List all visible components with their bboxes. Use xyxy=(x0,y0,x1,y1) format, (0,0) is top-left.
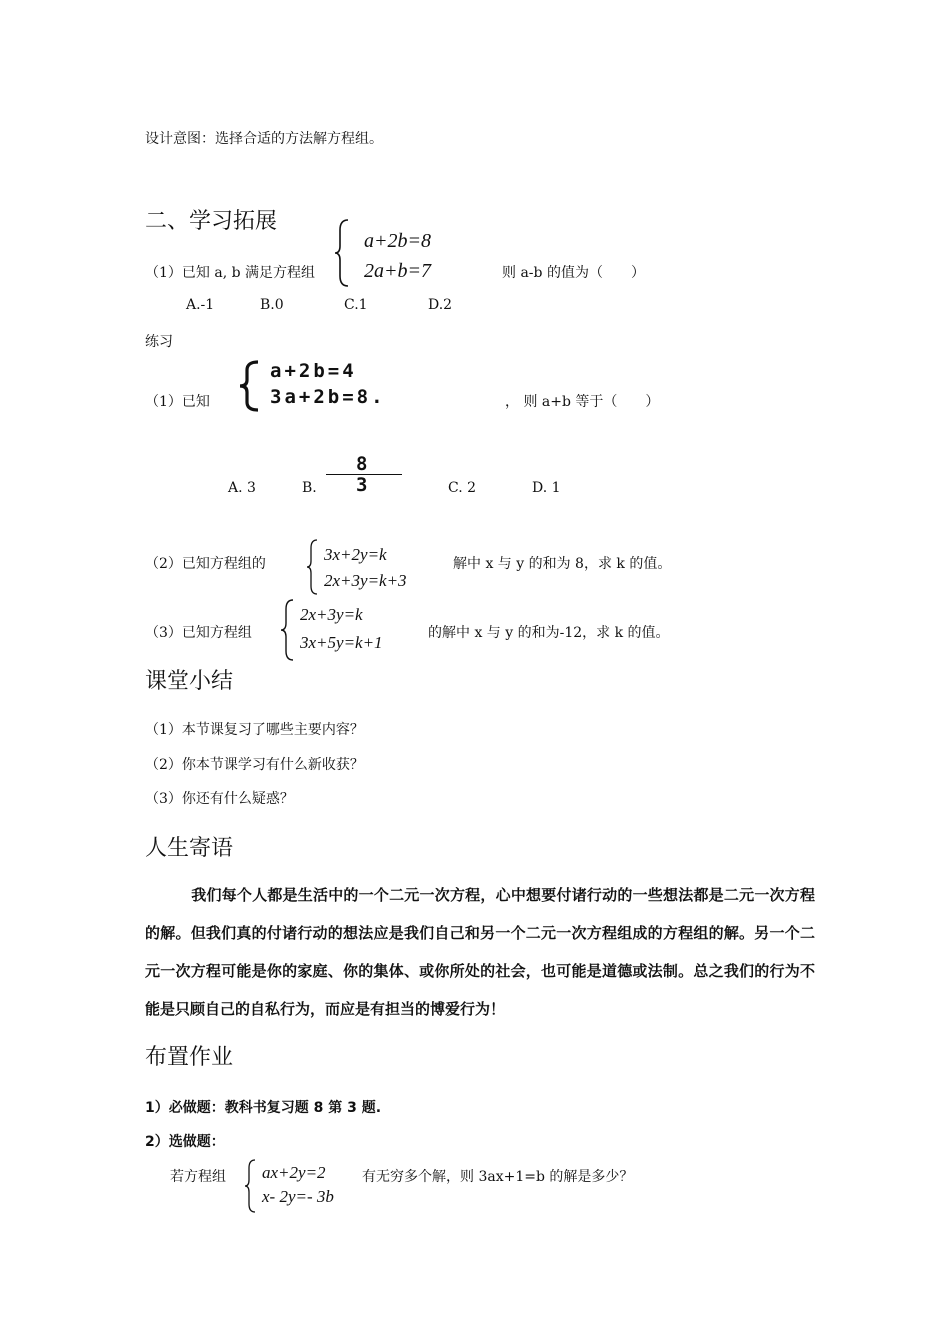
brace-icon xyxy=(238,360,262,412)
practice-q3-eq1: 2x+3y=k xyxy=(300,605,363,624)
brace-icon xyxy=(306,538,320,596)
brace-icon xyxy=(244,1158,258,1214)
section-heading-summary: 课堂小结 xyxy=(145,669,234,694)
practice-q1-eq1: a+2b=4 xyxy=(270,360,357,382)
homework-optional: 2）选做题： xyxy=(145,1134,225,1150)
practice-q1-suffix: ， 则 a+b 等于（ ） xyxy=(505,394,660,410)
practice-q3-eq2: 3x+5y=k+1 xyxy=(300,633,383,652)
practice-q1-option-b-fraction xyxy=(326,455,402,495)
homework-q-prefix: 若方程组 xyxy=(170,1169,226,1185)
practice-q1-eq2: 3a+2b=8. xyxy=(270,386,386,408)
homework-q-eq2: x- 2y=- 3b xyxy=(262,1187,334,1206)
design-intent: 设计意图：选择合适的方法解方程组。 xyxy=(145,131,383,147)
practice-q1-option-a: A. 3 xyxy=(228,480,256,496)
expand-q1-suffix: 则 a-b 的值为（ ） xyxy=(502,265,645,281)
practice-q2-suffix: 解中 x 与 y 的和为 8，求 k 的值。 xyxy=(453,556,672,572)
motto-paragraph xyxy=(145,876,815,1028)
summary-item: （1）本节课复习了哪些主要内容？ xyxy=(145,722,364,738)
expand-q1-prefix: （1）已知 a, b 满足方程组 xyxy=(145,265,316,281)
practice-q2-prefix: （2）已知方程组的 xyxy=(145,556,266,572)
fraction-denominator: 3 xyxy=(356,474,371,496)
homework-q-eq1: ax+2y=2 xyxy=(262,1163,326,1182)
expand-q1-option-d: D.2 xyxy=(428,297,453,313)
homework-q-suffix: 有无穷多个解，则 3ax+1=b 的解是多少？ xyxy=(362,1169,634,1185)
summary-item: （2）你本节课学习有什么新收获？ xyxy=(145,757,364,773)
expand-q1-eq2: 2a+b=7 xyxy=(364,260,431,282)
section-heading-expand: 二、学习拓展 xyxy=(145,209,278,234)
summary-item: （3）你还有什么疑惑？ xyxy=(145,791,294,807)
expand-q1-option-a: A.-1 xyxy=(186,297,215,313)
practice-q2-eq2: 2x+3y=k+3 xyxy=(324,571,407,590)
motto-text: 我们每个人都是生活中的一个二元一次方程，心中想要付诸行动的一些想法都是二元一次方程的解。但我们真的付诸行动的想法应是我们自己和另一个二元一次方程组成的方程组的解。另一个二元一次方程可能是你的家庭、你的集体、或你所处的社会，也可能是道德或法制。总之我们的行为不能是只顾自己的自私行为，而应是有担当的博爱行为！ xyxy=(145,886,815,1018)
practice-label: 练习 xyxy=(145,334,173,350)
section-heading-motto: 人生寄语 xyxy=(145,836,234,861)
expand-q1-eq1: a+2b=8 xyxy=(364,230,431,252)
practice-q1-prefix: （1）已知 xyxy=(145,394,210,410)
practice-q1-option-b: B. xyxy=(302,480,317,496)
practice-q3-suffix: 的解中 x 与 y 的和为-12，求 k 的值。 xyxy=(428,625,670,641)
expand-q1-option-b: B.0 xyxy=(260,297,284,313)
section-heading-homework: 布置作业 xyxy=(145,1045,234,1070)
practice-q1-option-d: D. 1 xyxy=(532,480,561,496)
practice-q1-option-c: C. 2 xyxy=(448,480,477,496)
homework-required: 1）必做题：教科书复习题 8 第 3 题. xyxy=(145,1100,382,1116)
practice-q3-prefix: （3）已知方程组 xyxy=(145,625,252,641)
expand-q1-option-c: C.1 xyxy=(344,297,368,313)
brace-icon xyxy=(280,598,296,662)
fraction-numerator: 8 xyxy=(356,453,371,475)
practice-q2-eq1: 3x+2y=k xyxy=(324,545,387,564)
brace-icon xyxy=(334,218,352,288)
